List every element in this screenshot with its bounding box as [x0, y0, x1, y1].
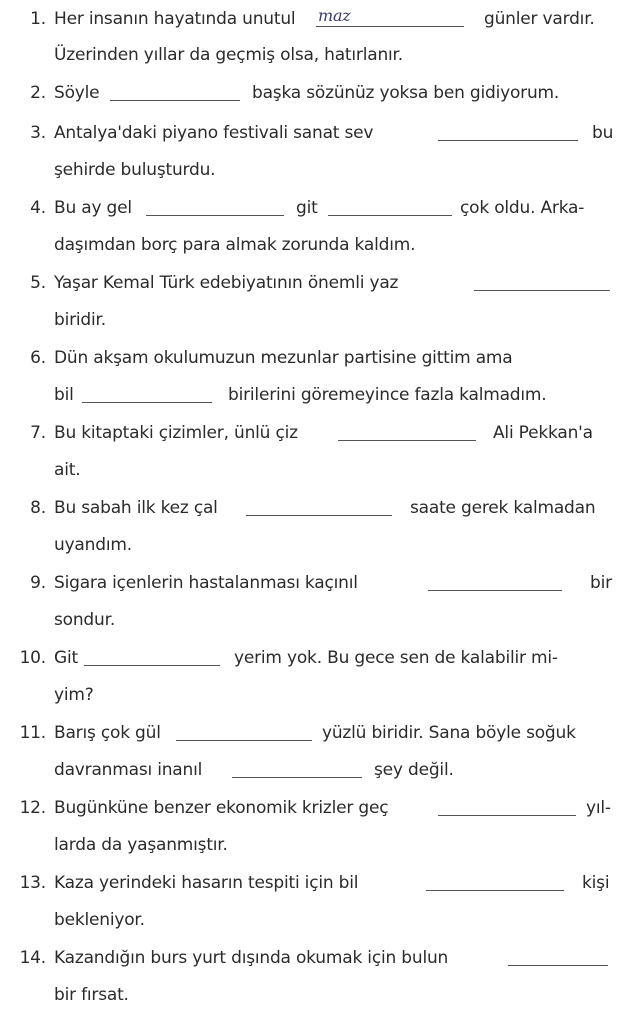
fill-blank[interactable]: [338, 440, 476, 441]
fill-blank[interactable]: [232, 777, 362, 778]
item-5: [0, 268, 634, 298]
item-number: 5.: [30, 273, 46, 293]
item-text: bir fırsat.: [54, 985, 129, 1005]
item-9: [0, 568, 634, 598]
item-3: [0, 118, 634, 148]
item-1: [0, 4, 634, 34]
item-text: davranması inanıl: [54, 760, 203, 780]
item-13-continuation: [0, 905, 634, 935]
item-text: bir: [590, 573, 612, 593]
item-text: Söyle: [54, 83, 100, 103]
fill-blank[interactable]: [246, 515, 392, 516]
item-text: sondur.: [54, 610, 116, 630]
handwritten-answer: maz: [318, 6, 351, 25]
item-12: [0, 793, 634, 823]
item-text: Barış çok gül: [54, 723, 161, 743]
item-text: günler vardır.: [484, 9, 595, 29]
item-text: saate gerek kalmadan: [410, 498, 596, 518]
item-text: bekleniyor.: [54, 910, 145, 930]
item-text: Yaşar Kemal Türk edebiyatının önemli yaz: [54, 273, 399, 293]
item-text: larda da yaşanmıştır.: [54, 835, 228, 855]
item-text: yim?: [54, 685, 94, 705]
item-number: 4.: [30, 198, 46, 218]
item-text: şey değil.: [374, 760, 454, 780]
item-text: şehirde buluşturdu.: [54, 160, 216, 180]
item-8-continuation: [0, 530, 634, 560]
item-10-continuation: [0, 680, 634, 710]
item-number: 1.: [30, 9, 46, 29]
item-13: [0, 868, 634, 898]
fill-blank[interactable]: [438, 140, 578, 141]
item-number: 3.: [30, 123, 46, 143]
item-7-continuation: [0, 455, 634, 485]
fill-blank[interactable]: [146, 215, 284, 216]
fill-blank[interactable]: [110, 100, 240, 101]
item-2: [0, 78, 634, 108]
item-number: 2.: [30, 83, 46, 103]
fill-blank[interactable]: [82, 402, 212, 403]
item-text: Bu sabah ilk kez çal: [54, 498, 218, 518]
fill-blank[interactable]: [316, 26, 464, 27]
fill-blank[interactable]: [84, 665, 220, 666]
item-number: 14.: [19, 948, 46, 968]
item-text: Dün akşam okulumuzun mezunlar partisine gittim ama: [54, 348, 513, 368]
item-14: [0, 943, 634, 973]
item-3-continuation: [0, 155, 634, 185]
item-text: yerim yok. Bu gece sen de kalabilir mi-: [234, 648, 558, 668]
item-11-continuation: [0, 755, 634, 785]
item-text: uyandım.: [54, 535, 132, 555]
item-number: 12.: [19, 798, 46, 818]
item-4: [0, 193, 634, 223]
item-text: biridir.: [54, 310, 106, 330]
item-text: Bu kitaptaki çizimler, ünlü çiz: [54, 423, 298, 443]
item-text: yıl-: [586, 798, 611, 818]
item-text: Antalya'daki piyano festivali sanat sev: [54, 123, 374, 143]
item-text: Sigara içenlerin hastalanması kaçınıl: [54, 573, 358, 593]
item-1-continuation: [0, 40, 634, 70]
item-text: kişi: [582, 873, 610, 893]
item-text: daşımdan borç para almak zorunda kaldım.: [54, 235, 416, 255]
item-5-continuation: [0, 305, 634, 335]
item-text: bu: [592, 123, 614, 143]
item-number: 8.: [30, 498, 46, 518]
item-text: ait.: [54, 460, 81, 480]
item-number: 13.: [19, 873, 46, 893]
item-text: Kaza yerindeki hasarın tespiti için bil: [54, 873, 359, 893]
item-text: git: [296, 198, 318, 218]
fill-blank[interactable]: [426, 890, 564, 891]
fill-blank[interactable]: [474, 290, 610, 291]
item-9-continuation: [0, 605, 634, 635]
fill-blank[interactable]: [176, 740, 312, 741]
item-text: Bu ay gel: [54, 198, 132, 218]
item-text: Her insanın hayatında unutul: [54, 9, 296, 29]
item-text: Kazandığın burs yurt dışında okumak için bulun: [54, 948, 449, 968]
fill-blank[interactable]: [428, 590, 562, 591]
item-text: Bugünküne benzer ekonomik krizler geç: [54, 798, 389, 818]
item-8: [0, 493, 634, 523]
fill-blank[interactable]: [328, 215, 452, 216]
item-text: Git: [54, 648, 78, 668]
item-text: başka sözünüz yoksa ben gidiyorum.: [252, 83, 560, 103]
fill-blank[interactable]: [508, 965, 608, 966]
item-4-continuation: [0, 230, 634, 260]
item-text: bil: [54, 385, 74, 405]
item-7: [0, 418, 634, 448]
item-text: birilerini göremeyince fazla kalmadım.: [228, 385, 547, 405]
item-12-continuation: [0, 830, 634, 860]
item-text: çok oldu. Arka-: [460, 198, 585, 218]
item-text: yüzlü biridir. Sana böyle soğuk: [322, 723, 576, 743]
item-10: [0, 643, 634, 673]
item-number: 11.: [19, 723, 46, 743]
item-text: Ali Pekkan'a: [493, 423, 593, 443]
item-number: 7.: [30, 423, 46, 443]
item-number: 9.: [30, 573, 46, 593]
item-text: Üzerinden yıllar da geçmiş olsa, hatırlanır.: [54, 45, 403, 65]
fill-blank[interactable]: [438, 815, 576, 816]
item-number: 6.: [30, 348, 46, 368]
item-6-continuation: [0, 380, 634, 410]
item-14-continuation: [0, 980, 634, 1010]
item-number: 10.: [19, 648, 46, 668]
item-11: [0, 718, 634, 748]
item-6: [0, 343, 634, 373]
